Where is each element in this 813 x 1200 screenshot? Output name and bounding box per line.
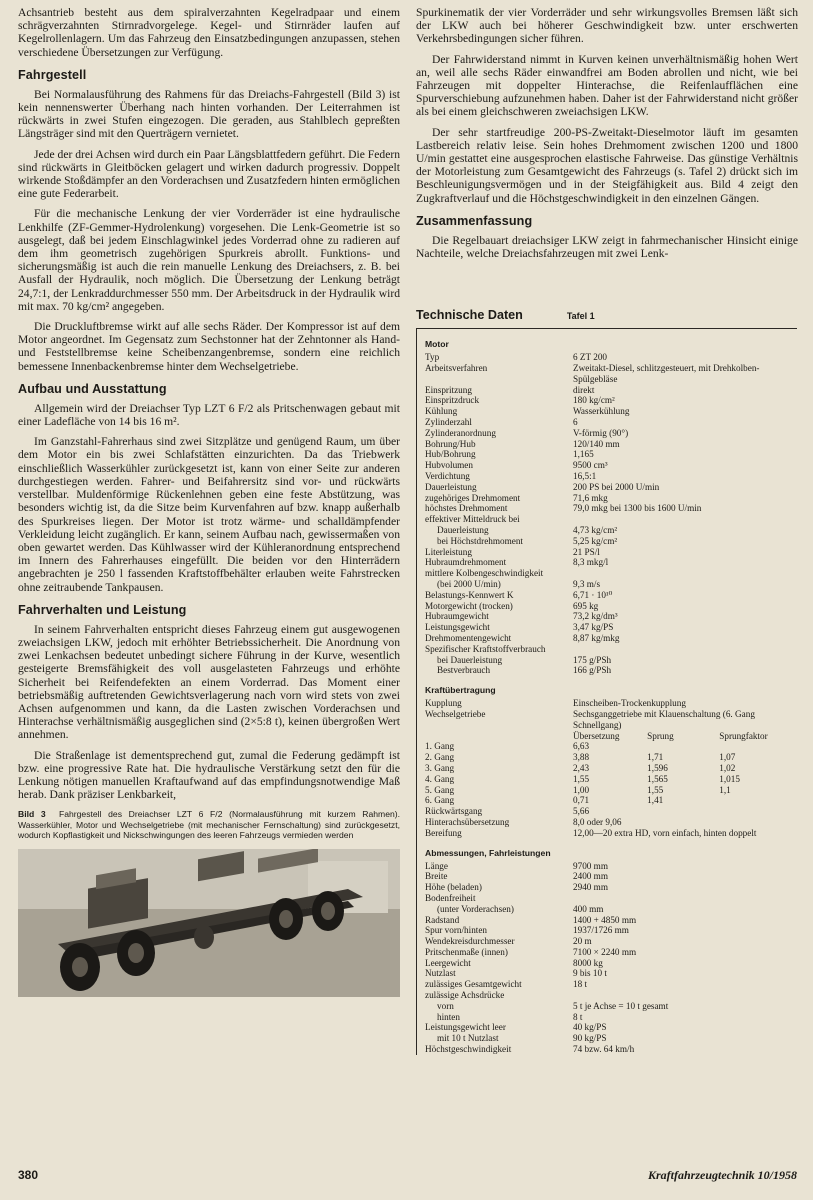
chassis-illustration xyxy=(18,849,400,997)
row-value: 18 t xyxy=(573,979,588,990)
row-value: 4,73 kg/cm² xyxy=(573,525,618,535)
row-key: Kupplung xyxy=(425,698,462,709)
section-abmessungen: Abmessungen, Fahrleistungen xyxy=(425,847,551,858)
row-value: Sechsganggetriebe mit Klauenschaltung (6. Gang Schnellgang) xyxy=(573,708,755,730)
gear-name: 3. Gang xyxy=(425,762,455,773)
table-row xyxy=(425,1012,797,1023)
table-row xyxy=(425,968,797,979)
gear-ratio: 1,00 xyxy=(573,784,590,795)
row-key: Dauerleistung xyxy=(425,481,477,492)
gear-step: 1,55 xyxy=(647,784,664,795)
gear-step: 1,71 xyxy=(647,752,664,763)
paragraph: Der sehr startfreudige 200-PS-Zweitakt-Dieselmotor läuft im gesamten Lastbereich relativ leise. Sein hohes Drehmoment zwischen 1200 und 1800 U/min gestattet eine ausgesprochen elastische Fahrweise. Das günstige Verhältnis der Motorleistung zum Gesamtgewicht des Fahrzeugs (s. Tafel 2) drückt sich im Beschleunigungsvermögen und in der Steigfähigkeit aus. Bild 4 zeigt den Zugkraftverlauf und die Höchstgeschwindigkeit in den einzelnen Gängen. xyxy=(416,125,798,205)
row-value: 400 mm xyxy=(573,903,604,914)
row-key: Pritschenmaße (innen) xyxy=(425,946,508,957)
row-key: zugehöriges Drehmoment xyxy=(425,492,521,503)
heading-fahrverhalten: Fahrverhalten und Leistung xyxy=(18,602,187,617)
row-value: 8,3 mkg/l xyxy=(573,557,609,568)
gear-ratio: 1,55 xyxy=(573,773,590,784)
row-value: 5,25 kg/cm² xyxy=(573,535,618,546)
row-key: Spezifischer Kraftstoffverbrauch xyxy=(425,643,546,654)
table-row xyxy=(425,990,797,1001)
figure-caption xyxy=(18,809,400,840)
row-value xyxy=(573,514,797,525)
row-value: 12,00—20 extra HD, vorn einfach, hinten doppelt xyxy=(573,827,757,838)
gear-col-uebersetzung: Übersetzung xyxy=(573,730,620,741)
row-key: bei Dauerleistung xyxy=(437,654,503,665)
row-value: Einscheiben-Trockenkupplung xyxy=(573,698,686,709)
table-row xyxy=(425,1001,797,1012)
row-value: 7100 × 2240 mm xyxy=(573,946,637,957)
table-row xyxy=(425,525,797,536)
row-key: mittlere Kolbengeschwindigkeit xyxy=(425,568,544,579)
row-key: Höchstgeschwindigkeit xyxy=(425,1044,512,1055)
row-value: 3,47 kg/PS xyxy=(573,622,614,633)
row-value xyxy=(573,893,797,904)
gear-row xyxy=(425,752,797,763)
caption-label: Bild 3 xyxy=(18,809,46,820)
table-row xyxy=(425,428,797,439)
section-motor: Motor xyxy=(425,339,449,350)
table-row xyxy=(425,817,797,828)
row-value: 74 bzw. 64 km/h xyxy=(573,1044,635,1055)
row-key: zulässige Achsdrücke xyxy=(425,990,505,1001)
row-key: Hubraumdrehmoment xyxy=(425,557,507,568)
row-key: Einspritzung xyxy=(425,384,472,395)
table-row xyxy=(425,568,797,579)
paragraph: Die Regelbauart dreiachsiger LKW zeigt in fahrmechanischer Hinsicht einige Nachteile, welche Dreiachsfahrzeugen mit zwei Lenk- xyxy=(416,233,798,261)
paragraph: Allgemein wird der Dreiachser Typ LZT 6 F/2 als Pritschenwagen gebaut mit einer Ladefläche von 14 bis 16 m². xyxy=(18,401,400,429)
gear-ratio: 2,43 xyxy=(573,762,590,773)
row-key: Breite xyxy=(425,871,448,882)
row-value: 5,66 xyxy=(573,806,590,817)
gear-step-factor: 1,1 xyxy=(719,784,731,795)
row-value xyxy=(573,568,797,579)
row-value: 8,0 oder 9,06 xyxy=(573,816,622,827)
table-row xyxy=(425,947,797,958)
row-key: Typ xyxy=(425,352,440,363)
row-key: Zylinderzahl xyxy=(425,417,472,428)
table-row xyxy=(425,882,797,893)
left-column xyxy=(18,6,400,997)
table-row xyxy=(425,352,797,363)
paragraph: Die Straßenlage ist dementsprechend gut, zumal die Federung gedämpft ist bzw. eine progressive Rate hat. Die hydraulische Verstärkung setzt den für die Lenkung nötigen manuellen Kraftaufwand auf das empfindungsnotwendige Maß herab. Dank präziser Lenkbarkeit, xyxy=(18,748,400,802)
table-row xyxy=(425,503,797,514)
chassis-photo xyxy=(18,849,400,997)
row-key: Kühlung xyxy=(425,406,458,417)
table-row xyxy=(425,363,797,385)
row-key: (unter Vorderachsen) xyxy=(437,903,514,914)
paragraph: Bei Normalausführung des Rahmens für das Dreiachs-Fahrgestell (Bild 3) ist kein nennenswerter Überhang nach hinten vorhanden. Der Leiterrahmen ist rückwärts in zwei Stufen eingezogen. Die geraden, aus Stahlblech gepreßten Längsträger sind mit den Querträgern vernietet. xyxy=(18,87,400,141)
table-row xyxy=(425,806,797,817)
table-row xyxy=(425,915,797,926)
paragraph: Für die mechanische Lenkung der vier Vorderräder ist eine hydraulische Lenkhilfe (ZF-Gemmer-Hydrolenkung) vorgesehen. Die Lenk-Geometrie ist so ausgelegt, daß bei jedem Einschlagwinkel jedes Vorderrad ohne zu radieren auf dem ihm geometrisch zugehörigen Spurkreis abrollt. Funktions- und sicherungsmäßig ist auch die rein manuelle Lenkung des Dreiachsers, z. B. bei Ausfall der Hydraulik, noch möglich. Die Übersetzung der Lenkung beträgt 24,7:1, der Lenkraddurchmesser 550 mm. Der Arbeitsdruck in der Hydraulik wird mit max. 70 kg/cm² angegeben. xyxy=(18,207,400,313)
row-value xyxy=(573,990,797,1001)
table-row xyxy=(425,1022,797,1033)
paragraph: Die Druckluftbremse wirkt auf alle sechs Räder. Der Kompressor ist auf dem Motor angeordnet. Im Gegensatz zum Sechstonner hat der Zehntonner als Hand- und Feststellbremse keine Scheibenzangenbremse, sondern eine reichlich bemessene Innenbackenbremse hinter dem Wechselgetriebe. xyxy=(18,320,400,373)
table-row xyxy=(425,385,797,396)
table-row xyxy=(425,1033,797,1044)
gear-row xyxy=(425,774,797,785)
row-key: effektiver Mitteldruck bei xyxy=(425,514,520,525)
gear-step-factor: 1,02 xyxy=(719,762,736,773)
row-value: 120/140 mm xyxy=(573,438,620,449)
row-key: Leistungsgewicht xyxy=(425,622,490,633)
table-row xyxy=(425,698,797,709)
row-key: Hinterachsübersetzung xyxy=(425,816,510,827)
gear-row xyxy=(425,785,797,796)
row-value: 180 kg/cm² xyxy=(573,395,615,406)
row-value: 6,71 · 10¹⁰ xyxy=(573,589,613,600)
row-value: 200 PS bei 2000 U/min xyxy=(573,481,660,492)
abm-rows xyxy=(425,861,797,1055)
table-row xyxy=(425,655,797,666)
row-key: Bestverbrauch xyxy=(437,665,491,676)
table-row xyxy=(425,547,797,558)
table-row xyxy=(425,871,797,882)
gear-col-sprung: Sprung xyxy=(647,730,674,741)
row-key: (bei 2000 U/min) xyxy=(437,578,501,589)
gear-row xyxy=(425,763,797,774)
motor-rows xyxy=(425,352,797,676)
table-row xyxy=(425,439,797,450)
table-row xyxy=(425,579,797,590)
gear-header-row xyxy=(425,731,797,742)
paragraph: Jede der drei Achsen wird durch ein Paar Längsblattfedern geführt. Die Federn sind rückwärts in Gleitböcken gelagert und wirken dadurch progressiv. Doppelt wirkende Stoßdämpfer an den Vorderachsen und Zusatzfedern hinten ermöglichen eine gute Federarbeit. xyxy=(18,147,400,201)
row-key: Drehmomentengewicht xyxy=(425,632,512,643)
row-key: vorn xyxy=(437,1000,454,1011)
row-value: 1937/1726 mm xyxy=(573,925,629,936)
row-key: Dauerleistung xyxy=(437,525,489,535)
journal-title: Kraftfahrzeugtechnik 10/1958 xyxy=(647,1168,797,1182)
row-key: Verdichtung xyxy=(425,471,470,482)
row-value: 8,87 kg/mkg xyxy=(573,632,620,643)
gear-ratio: 3,88 xyxy=(573,752,590,763)
row-key: Bohrung/Hub xyxy=(425,438,476,449)
gear-step-factor xyxy=(715,741,797,752)
tech-data-header xyxy=(416,308,798,322)
row-value: 695 kg xyxy=(573,600,599,611)
row-value: 16,5:1 xyxy=(573,471,597,482)
gear-rows xyxy=(425,741,797,806)
row-key: Länge xyxy=(425,860,448,871)
row-key: Leergewicht xyxy=(425,957,471,968)
table-row xyxy=(425,925,797,936)
row-value: 9 bis 10 t xyxy=(573,968,607,979)
table-row xyxy=(425,893,797,904)
gear-step-factor: 1,07 xyxy=(719,752,736,763)
table-row xyxy=(425,417,797,428)
row-value: 1,165 xyxy=(573,449,594,460)
heading-aufbau: Aufbau und Ausstattung xyxy=(18,381,167,396)
gear-name: 6. Gang xyxy=(425,795,455,806)
row-value: 73,2 kg/dm³ xyxy=(573,611,618,622)
section-kraftuebertragung: Kraftübertragung xyxy=(425,685,496,696)
table-row xyxy=(425,460,797,471)
table-row xyxy=(425,514,797,525)
row-value: V-förmig (90°) xyxy=(573,427,629,438)
row-value: 6 ZT 200 xyxy=(573,352,608,363)
table-row xyxy=(425,493,797,504)
table-row xyxy=(425,395,797,406)
row-key: zulässiges Gesamtgewicht xyxy=(425,979,522,990)
row-value: 2940 mm xyxy=(573,882,608,893)
paragraph-intro: Achsantrieb besteht aus dem spiralverzahnten Kegelradpaar und einem schrägverzahnten Stirnradvorgelege. Kegel- und Stirnräder laufen auf Kegelrollenlagern. Um das Fahrzeug den Einsatzbedingungen anzupassen, stehen verschiedene Übersetzungen zur Verfügung. xyxy=(18,6,400,59)
row-value: 1400 + 4850 mm xyxy=(573,914,637,925)
row-key: Hubvolumen xyxy=(425,460,473,471)
row-value: 9,3 m/s xyxy=(573,578,601,589)
table-row xyxy=(425,1044,797,1055)
gear-row xyxy=(425,795,797,806)
paragraph: Im Ganzstahl-Fahrerhaus sind zwei Sitzplätze und genügend Raum, um über dem Motor ein bis zwei Schlafstätten einzurichten. Da das Triebwerk einschließlich Wasserkühler zurückgesetzt ist, kann von einer Seite zur anderen durchgestiegen werden. Fahrer- und Beifahrersitz sind vor- und rückwärts verstellbar. Muldenförmige Rückenlehnen geben eine feste Abstützung, was besonders wichtig ist, da die Sitze beim Kurvenfahren auf bzw. knapp außerhalb des Spurkreises liegen. Der Motor ist trotz wärme- und schalldämpfender Verkleidung leicht zugänglich. Er kann, seinem Aufbau nach, gewissermaßen von oben gewartet werden. Das Kühlwasser wird der Kühleranordnung entsprechend im Innern des Fahrerhauses eingefüllt. Die beiden vor den Hinterrädern angebrachten je 250 l fassenden Kraftstoffbehälter erlauben weite Fahrstrecken ohne zeitraubende Tankpausen. xyxy=(18,435,400,594)
row-value: 175 g/PSh xyxy=(573,654,612,665)
row-value: 79,0 mkg bei 1300 bis 1600 U/min xyxy=(573,503,702,514)
table-row xyxy=(425,904,797,915)
gear-step-factor xyxy=(715,795,797,806)
row-key: Radstand xyxy=(425,914,460,925)
table-row xyxy=(425,611,797,622)
row-key: Belastungs-Kennwert K xyxy=(425,589,514,600)
tech-data-table-label: Tafel 1 xyxy=(566,311,595,322)
row-key: höchstes Drehmoment xyxy=(425,503,508,514)
table-row xyxy=(425,644,797,655)
table-row xyxy=(425,557,797,568)
row-key: bei Höchstdrehmoment xyxy=(437,535,523,546)
table-row xyxy=(425,709,797,731)
table-row xyxy=(425,861,797,872)
gear-name: 5. Gang xyxy=(425,784,455,795)
row-value: 8000 kg xyxy=(573,957,603,968)
table-row xyxy=(425,665,797,676)
row-key: Arbeitsverfahren xyxy=(425,363,488,374)
row-key: Spur vorn/hinten xyxy=(425,925,488,936)
table-row xyxy=(425,601,797,612)
row-key: Rückwärtsgang xyxy=(425,806,483,817)
row-key: Bereifung xyxy=(425,827,462,838)
table-row xyxy=(425,979,797,990)
row-value: 20 m xyxy=(573,936,592,947)
table-row xyxy=(425,590,797,601)
gear-step xyxy=(637,741,715,752)
gear-step-factor: 1,015 xyxy=(719,773,740,784)
heading-zusammenfassung: Zusammenfassung xyxy=(416,213,533,228)
gear-row xyxy=(425,741,797,752)
row-key: Wechselgetriebe xyxy=(425,708,486,719)
gear-col-sprungfaktor: Sprungfaktor xyxy=(719,730,768,741)
kraft-rows xyxy=(425,806,797,838)
row-value: 8 t xyxy=(573,1011,583,1022)
row-key: hinten xyxy=(437,1011,460,1022)
row-key: Hubraumgewicht xyxy=(425,611,489,622)
table-row xyxy=(425,622,797,633)
row-key: Zylinderanordnung xyxy=(425,427,496,438)
row-key: Einspritzdruck xyxy=(425,395,480,406)
gear-step: 1,41 xyxy=(647,795,664,806)
gear-name: 1. Gang xyxy=(425,741,455,752)
right-column xyxy=(416,6,798,1055)
row-value: direkt xyxy=(573,384,595,395)
row-value: 40 kg/PS xyxy=(573,1022,607,1033)
tech-data-title: Technische Daten xyxy=(416,308,523,323)
row-value: 71,6 mkg xyxy=(573,492,608,503)
row-value: 9500 cm³ xyxy=(573,460,608,471)
table-row xyxy=(425,471,797,482)
gear-step: 1,565 xyxy=(647,773,668,784)
row-key: mit 10 t Nutzlast xyxy=(437,1033,499,1044)
paragraph: Spurkinematik der vier Vorderräder und sehr wirkungsvolles Bremsen läßt sich der LKW auch bei höherer Geschwindigkeit bzw. unter erschwerten Verkehrsbedingungen sicher führen. xyxy=(416,6,798,46)
row-value xyxy=(573,644,797,655)
row-value: Zweitakt-Diesel, schlitzgesteuert, mit Drehkolben-Spülgebläse xyxy=(573,363,760,384)
gear-ratio: 0,71 xyxy=(573,795,590,806)
paragraph: Der Fahrwiderstand nimmt in Kurven keinen unverhältnismäßig hohen Wert an, weil alle sechs Räder einwandfrei am Boden abrollen und nicht, wie bei Fahrzeugen mit doppelter Hinterachse, die Reifenlaufflächen eine Spurverschiebung aufzunehmen haben. Daher ist der Fahrwiderstand nicht größer als bei einem gleichschweren zweiachsigen LKW. xyxy=(416,52,798,119)
gear-ratio: 6,63 xyxy=(573,741,590,752)
row-value: 90 kg/PS xyxy=(573,1033,607,1044)
gear-step: 1,596 xyxy=(647,762,668,773)
row-key: Literleistung xyxy=(425,546,472,557)
table-row xyxy=(425,936,797,947)
heading-fahrgestell: Fahrgestell xyxy=(18,67,87,82)
table-row xyxy=(425,482,797,493)
tech-data-table xyxy=(416,328,797,1055)
table-row xyxy=(425,633,797,644)
row-key: Leistungsgewicht leer xyxy=(425,1022,506,1033)
page-number: 380 xyxy=(18,1168,39,1182)
table-row xyxy=(425,406,797,417)
table-row xyxy=(425,958,797,969)
row-value: 2400 mm xyxy=(573,871,608,882)
row-value: 9700 mm xyxy=(573,860,608,871)
row-key: Nutzlast xyxy=(425,968,456,979)
row-key: Höhe (beladen) xyxy=(425,882,482,893)
table-row xyxy=(425,449,797,460)
gear-name: 4. Gang xyxy=(425,773,455,784)
table-row xyxy=(425,536,797,547)
row-key: Wendekreisdurchmesser xyxy=(425,936,515,947)
row-value: 166 g/PSh xyxy=(573,665,612,676)
table-row xyxy=(425,828,797,839)
gear-name: 2. Gang xyxy=(425,752,455,763)
row-key: Motorgewicht (trocken) xyxy=(425,600,513,611)
row-value: 21 PS/l xyxy=(573,546,600,557)
row-key: Hub/Bohrung xyxy=(425,449,476,460)
row-value: 6 xyxy=(573,417,578,428)
paragraph: In seinem Fahrverhalten entspricht dieses Fahrzeug einem gut ausgewogenen zweiachsigen LKW, jedoch mit erhöhter Betriebssicherheit. Die Anordnung von zwei Lenkachsen bedeutet unbedingt sichere Führung in der Kurve, wesentlich gesteigerte Bremsfähigkeit des voll ausgelasteten Fahrzeugs und erhöhte Sicherheit bei Reifendefekten an einem Vorderrad. Das Moment einer betriebsmäßig auftretenden Gewichtsverlagerung nach vorn wird stets von zwei Achsen aufgenommen und kann, da die Lasten zwischen Vorderachsen und Hinterachse verhältnismäßig ausgeglichen sind (2×5:8 t), keinen übergroßen Wert annehmen. xyxy=(18,622,400,742)
row-value: Wasserkühlung xyxy=(573,406,630,417)
caption-text: Fahrgestell des Dreiachser LZT 6 F/2 (Normalausführung mit kurzem Rahmen). Wasserkühler, Motor und Wechselgetriebe (mit mechanischer Fernschaltung) sind zurückgesetzt, wodurch Kopflastigkeit und Nickschwingungen des leeren Fahrzeugs vermieden werden xyxy=(18,809,400,841)
row-value: 5 t je Achse = 10 t gesamt xyxy=(573,1000,669,1011)
row-key: Bodenfreiheit xyxy=(425,892,476,903)
